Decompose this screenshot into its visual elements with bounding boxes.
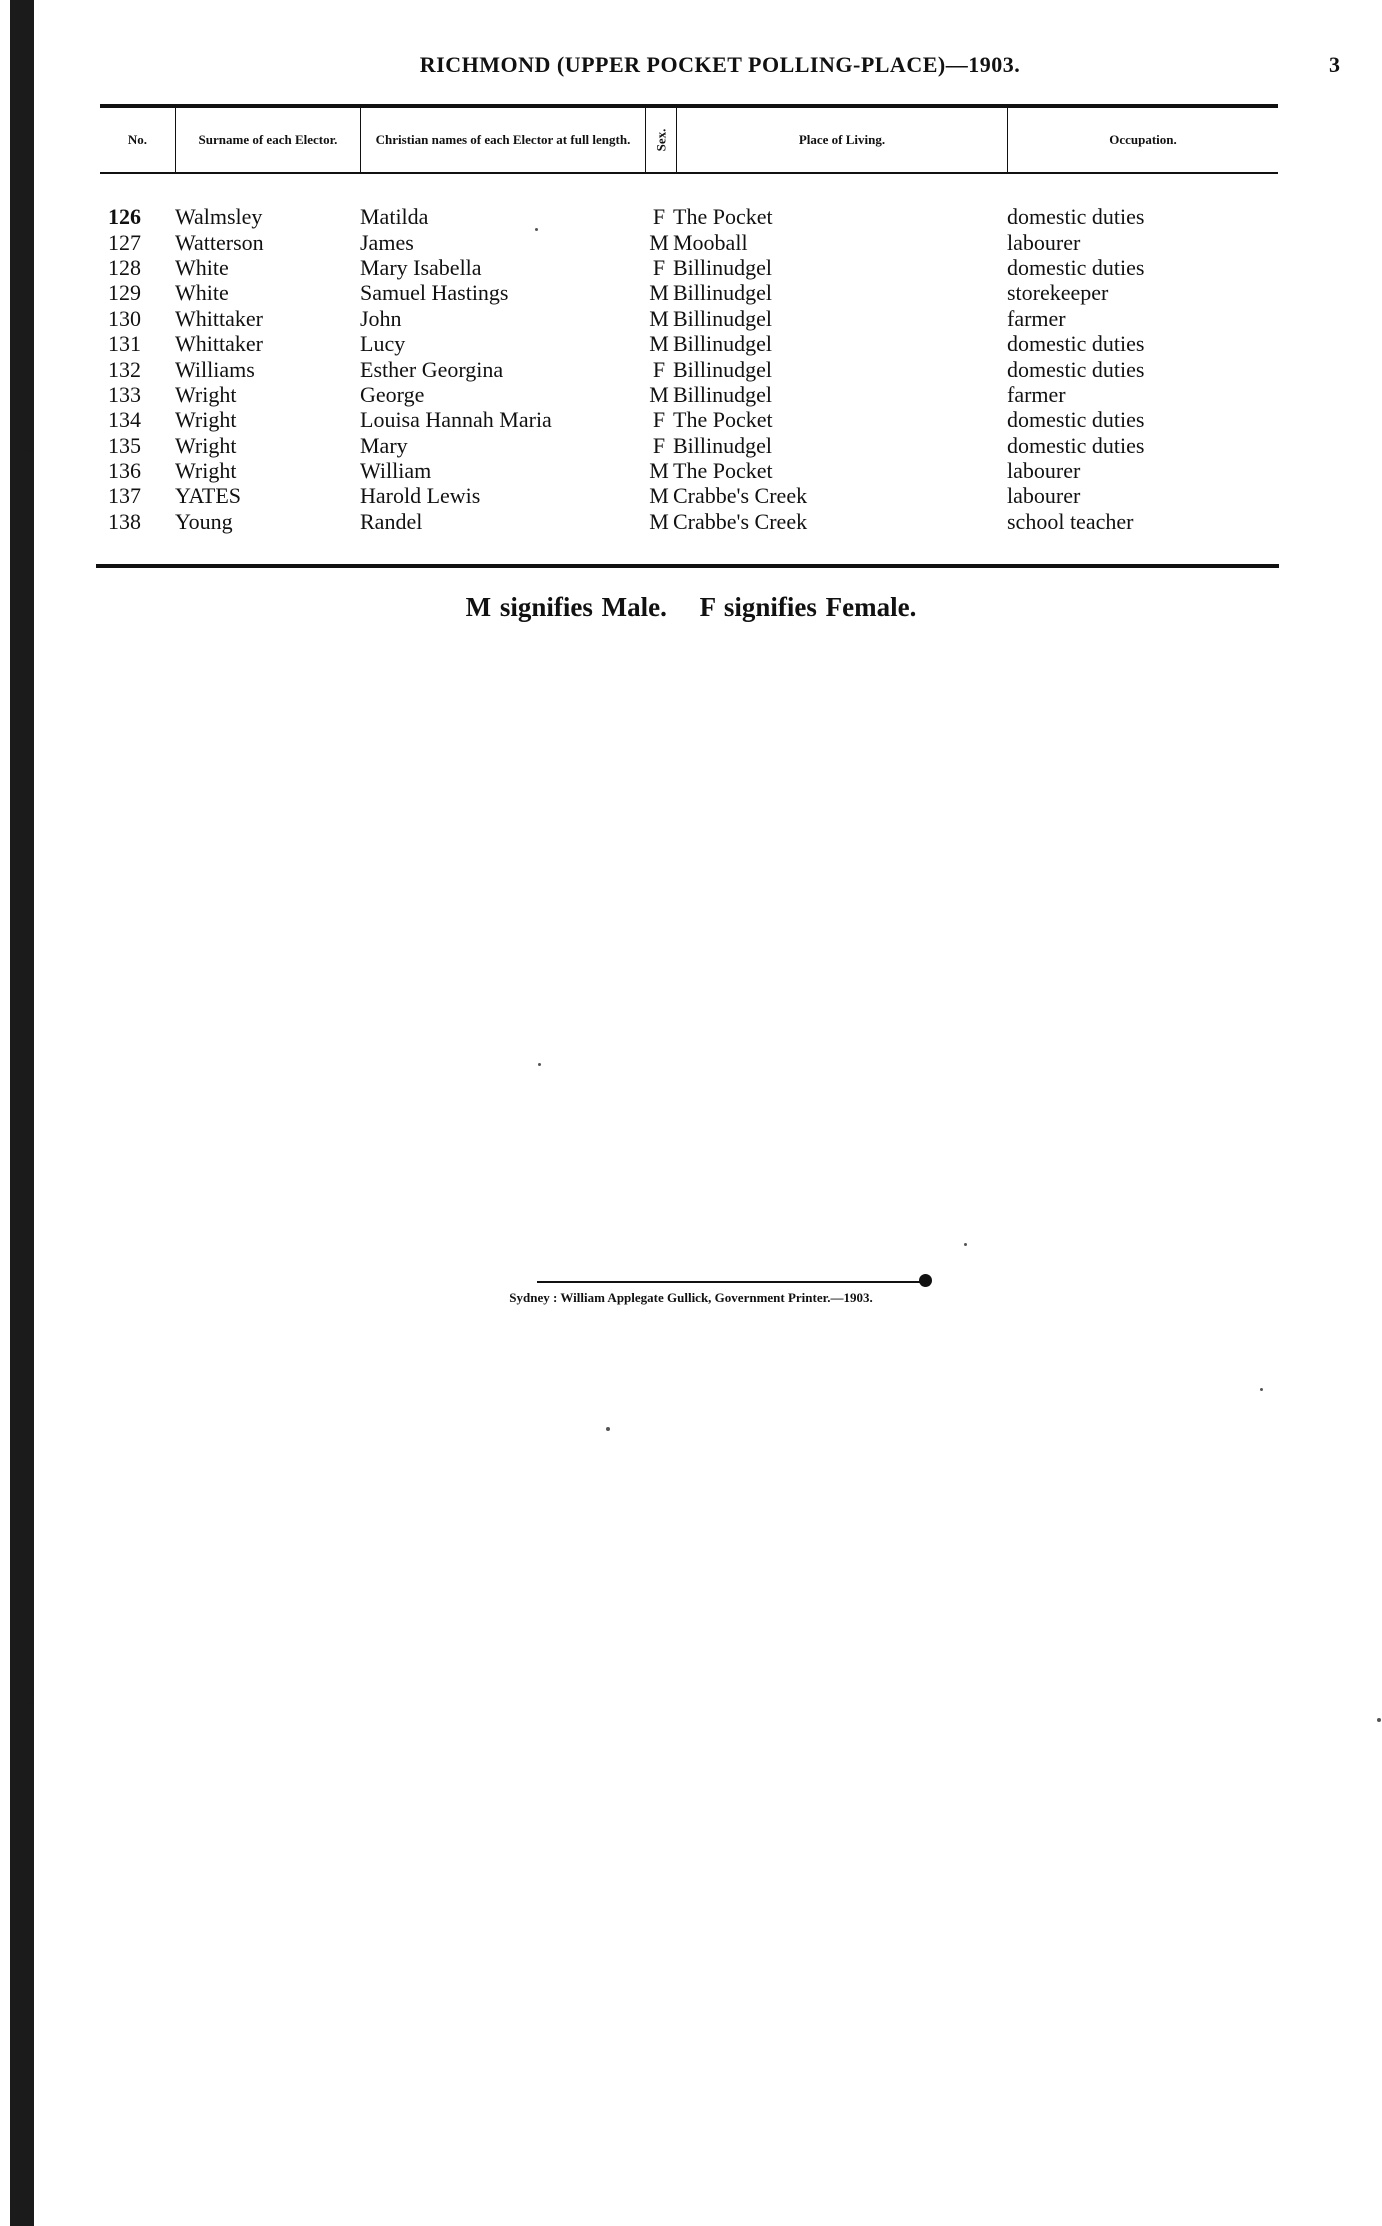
cell-occupation: labourer xyxy=(1007,458,1081,484)
cell-no: 126 xyxy=(108,204,141,230)
cell-christian-names: William xyxy=(360,458,432,484)
cell-occupation: storekeeper xyxy=(1007,280,1109,306)
cell-christian-names: Mary xyxy=(360,432,408,458)
cell-christian-names: Mary Isabella xyxy=(360,254,482,280)
cell-sex: M xyxy=(649,331,669,357)
cell-occupation: domestic duties xyxy=(1007,331,1145,357)
cell-place: The Pocket xyxy=(673,407,773,433)
col-header-sex xyxy=(645,108,677,172)
table-row xyxy=(100,331,1278,356)
binding-notch xyxy=(26,1690,34,1704)
print-speck xyxy=(964,1243,967,1246)
table-row xyxy=(100,483,1278,508)
cell-christian-names: James xyxy=(360,229,414,255)
cell-occupation: school teacher xyxy=(1007,508,1134,534)
table-header xyxy=(100,108,1278,172)
cell-no: 129 xyxy=(108,280,141,306)
cell-occupation: domestic duties xyxy=(1007,407,1145,433)
cell-place: Mooball xyxy=(673,229,748,255)
cell-place: Billinudgel xyxy=(673,331,772,357)
table-header-rule xyxy=(100,172,1278,174)
table-bottom-rule xyxy=(96,564,1279,568)
cell-surname: YATES xyxy=(175,483,242,509)
electoral-roll-table xyxy=(100,104,1278,534)
cell-place: Billinudgel xyxy=(673,254,772,280)
cell-place: Billinudgel xyxy=(673,356,772,382)
cell-occupation: domestic duties xyxy=(1007,432,1145,458)
cell-place: Billinudgel xyxy=(673,280,772,306)
cell-surname: Walmsley xyxy=(175,204,263,230)
print-speck xyxy=(1377,1718,1381,1722)
printer-imprint: Sydney : William Applegate Gullick, Government Printer.—1903. xyxy=(509,1290,873,1305)
cell-sex: M xyxy=(649,508,669,534)
cell-no: 132 xyxy=(108,356,141,382)
cell-place: Billinudgel xyxy=(673,381,772,407)
cell-no: 137 xyxy=(108,483,141,509)
cell-occupation: domestic duties xyxy=(1007,204,1145,230)
cell-occupation: labourer xyxy=(1007,483,1081,509)
cell-sex: M xyxy=(649,229,669,255)
print-speck xyxy=(535,228,538,231)
cell-place: The Pocket xyxy=(673,204,773,230)
cell-sex: F xyxy=(652,254,666,280)
cell-surname: Wright xyxy=(175,407,237,433)
sex-legend xyxy=(0,592,1382,623)
cell-place: Crabbe's Creek xyxy=(673,483,808,509)
table-row xyxy=(100,280,1278,305)
legend-male: M signifies Male. xyxy=(465,592,667,622)
cell-occupation: farmer xyxy=(1007,381,1066,407)
page-header xyxy=(100,52,1340,82)
cell-place: Crabbe's Creek xyxy=(673,508,808,534)
cell-christian-names: Samuel Hastings xyxy=(360,280,509,306)
cell-no: 136 xyxy=(108,458,141,484)
cell-surname: Wright xyxy=(175,381,237,407)
cell-surname: Whittaker xyxy=(175,305,263,331)
page-number: 3 xyxy=(1329,52,1340,77)
table-row xyxy=(100,255,1278,280)
cell-christian-names: George xyxy=(360,381,425,407)
col-header-place: Place of Living. xyxy=(798,132,886,147)
cell-christian-names: Harold Lewis xyxy=(360,483,481,509)
table-row xyxy=(100,382,1278,407)
table-row xyxy=(100,407,1278,432)
legend-female: F signifies Female. xyxy=(699,592,917,622)
table-body xyxy=(100,204,1278,534)
binding-spine xyxy=(10,0,34,2226)
cell-occupation: labourer xyxy=(1007,229,1081,255)
cell-sex: F xyxy=(652,356,666,382)
cell-occupation: farmer xyxy=(1007,305,1066,331)
cell-no: 133 xyxy=(108,381,141,407)
col-header-surname: Surname of each Elector. xyxy=(175,108,360,172)
print-speck xyxy=(1260,1388,1263,1391)
cell-surname: Wright xyxy=(175,432,237,458)
print-speck xyxy=(606,1427,610,1431)
cell-place: Billinudgel xyxy=(673,432,772,458)
table-row xyxy=(100,204,1278,229)
cell-occupation: domestic duties xyxy=(1007,254,1145,280)
cell-christian-names: Lucy xyxy=(360,331,406,357)
cell-no: 127 xyxy=(108,229,141,255)
cell-no: 138 xyxy=(108,508,141,534)
cell-sex: F xyxy=(652,432,666,458)
cell-surname: Wright xyxy=(175,458,237,484)
cell-christian-names: Randel xyxy=(360,508,423,534)
cell-place: The Pocket xyxy=(673,458,773,484)
cell-no: 131 xyxy=(108,331,141,357)
cell-surname: Whittaker xyxy=(175,331,263,357)
cell-surname: Williams xyxy=(175,356,255,382)
cell-occupation: domestic duties xyxy=(1007,356,1145,382)
cell-sex: F xyxy=(652,204,666,230)
table-row xyxy=(100,229,1278,254)
table-row xyxy=(100,356,1278,381)
cell-sex: M xyxy=(649,483,669,509)
cell-sex: M xyxy=(649,458,669,484)
cell-sex: M xyxy=(649,280,669,306)
cell-surname: White xyxy=(175,254,229,280)
cell-surname: Watterson xyxy=(175,229,264,255)
cell-christian-names: Louisa Hannah Maria xyxy=(360,407,552,433)
cell-surname: White xyxy=(175,280,229,306)
col-header-no: No. xyxy=(127,132,148,147)
print-speck xyxy=(538,1063,541,1066)
cell-surname: Young xyxy=(175,508,233,534)
cell-christian-names: Matilda xyxy=(360,204,429,230)
cell-no: 130 xyxy=(108,305,141,331)
cell-sex: M xyxy=(649,305,669,331)
table-row xyxy=(100,509,1278,534)
table-row xyxy=(100,458,1278,483)
table-row xyxy=(100,306,1278,331)
col-header-christian-names: Christian names of each Elector at full length. xyxy=(360,108,645,172)
cell-place: Billinudgel xyxy=(673,305,772,331)
col-header-sex-label: Sex. xyxy=(653,128,668,152)
cell-christian-names: Esther Georgina xyxy=(360,356,504,382)
cell-sex: F xyxy=(652,407,666,433)
cell-christian-names: John xyxy=(360,305,402,331)
page-title: RICHMOND (UPPER POCKET POLLING-PLACE)—1903. xyxy=(419,52,1021,77)
cell-no: 135 xyxy=(108,432,141,458)
cell-no: 134 xyxy=(108,407,141,433)
cell-sex: M xyxy=(649,381,669,407)
cell-no: 128 xyxy=(108,254,141,280)
imprint-ornament xyxy=(919,1274,932,1287)
binding-notch xyxy=(26,438,34,452)
imprint-rule xyxy=(537,1281,927,1283)
col-header-occupation: Occupation. xyxy=(1007,108,1278,172)
table-row xyxy=(100,433,1278,458)
